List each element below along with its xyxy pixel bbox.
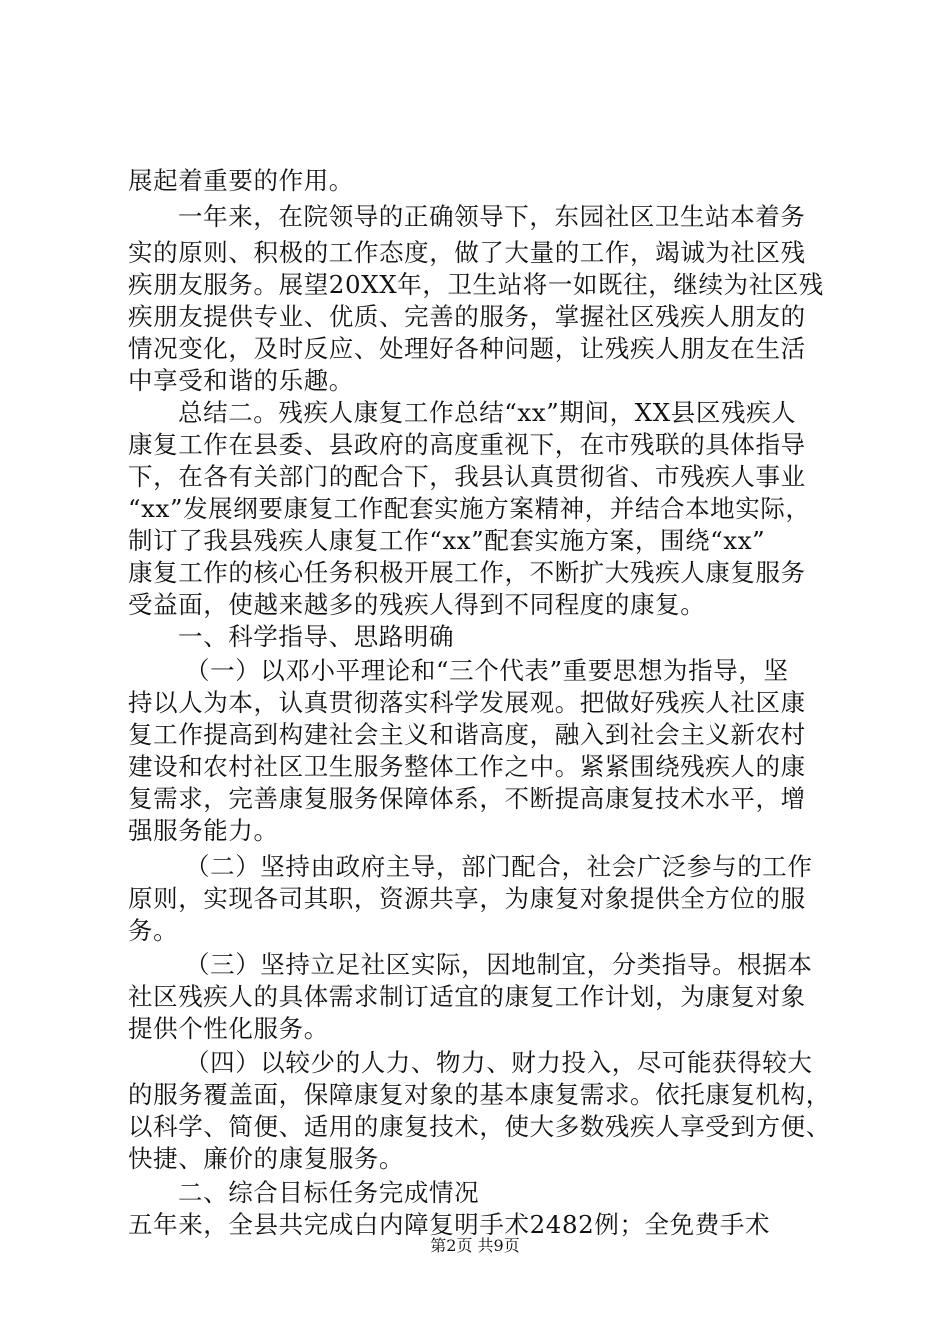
text-line: 总结二。残疾人康复工作总结“xx”期间，XX县区残疾人 (178, 398, 797, 427)
text-line: （一）以邓小平理论和“三个代表”重要思想为指导，坚 (185, 656, 789, 685)
text-line: 疾朋友提供专业、优质、完善的服务，掌握社区残疾人朋友的 (128, 302, 806, 331)
text-line: 五年来，全县共完成白内障复明手术2482例；全免费手术 (128, 1210, 771, 1239)
text-line: 复工作提高到构建社会主义和谐高度，融入到社会主义新农村 (128, 720, 806, 749)
section-heading: 二、综合目标任务完成情况 (178, 1178, 480, 1207)
text-line: 实的原则、积极的工作态度，做了大量的工作，竭诚为社区残 (128, 238, 806, 267)
text-line: 以科学、简便、适用的康复技术，使大多数残疾人享受到方便、 (128, 1112, 831, 1141)
text-line: 强服务能力。 (128, 816, 279, 845)
text-line: （四）以较少的人力、物力、财力投入，尽可能获得较大 (185, 1048, 813, 1077)
text-line: 受益面，使越来越多的残疾人得到不同程度的康复。 (128, 590, 706, 619)
section-heading: 一、科学指导、思路明确 (178, 622, 455, 651)
text-line: 建设和农村社区卫生服务整体工作之中。紧紧围绕残疾人的康 (128, 752, 806, 781)
text-line: “xx”发展纲要康复工作配套实施方案精神，并结合本地实际， (128, 494, 811, 523)
text-line: 展起着重要的作用。 (128, 166, 354, 195)
text-line: 原则，实现各司其职，资源共享，为康复对象提供全方位的服 (128, 884, 806, 913)
text-line: 情况变化，及时反应、处理好各种问题，让残疾人朋友在生活 (128, 334, 806, 363)
text-line: 快捷、廉价的康复服务。 (128, 1144, 405, 1173)
text-line: 疾朋友服务。展望20XX年，卫生站将一如既往，继续为社区残 (128, 270, 824, 299)
text-line: （三）坚持立足社区实际，因地制宜，分类指导。根据本 (185, 950, 813, 979)
text-line: 社区残疾人的具体需求制订适宜的康复工作计划，为康复对象 (128, 982, 806, 1011)
text-line: （二）坚持由政府主导，部门配合，社会广泛参与的工作 (185, 852, 813, 881)
text-line: 的服务覆盖面，保障康复对象的基本康复需求。依托康复机构， (128, 1080, 831, 1109)
text-line: 务。 (128, 916, 179, 945)
text-line: 中享受和谐的乐趣。 (128, 366, 354, 395)
text-line: 康复工作在县委、县政府的高度重视下，在市残联的具体指导 (128, 430, 806, 459)
text-line: 提供个性化服务。 (128, 1014, 329, 1043)
text-line: 持以人为本，认真贯彻落实科学发展观。把做好残疾人社区康 (128, 688, 806, 717)
page-footer: 第2页 共9页 (430, 1236, 520, 1255)
text-line: 下，在各有关部门的配合下，我县认真贯彻省、市残疾人事业 (128, 462, 806, 491)
text-line: 一年来，在院领导的正确领导下，东园社区卫生站本着务 (178, 202, 806, 231)
text-line: 制订了我县残疾人康复工作“xx”配套实施方案，围绕“xx” (128, 526, 766, 555)
text-line: 康复工作的核心任务积极开展工作，不断扩大残疾人康复服务 (128, 558, 806, 587)
text-line: 复需求，完善康复服务保障体系，不断提高康复技术水平，增 (128, 784, 806, 813)
